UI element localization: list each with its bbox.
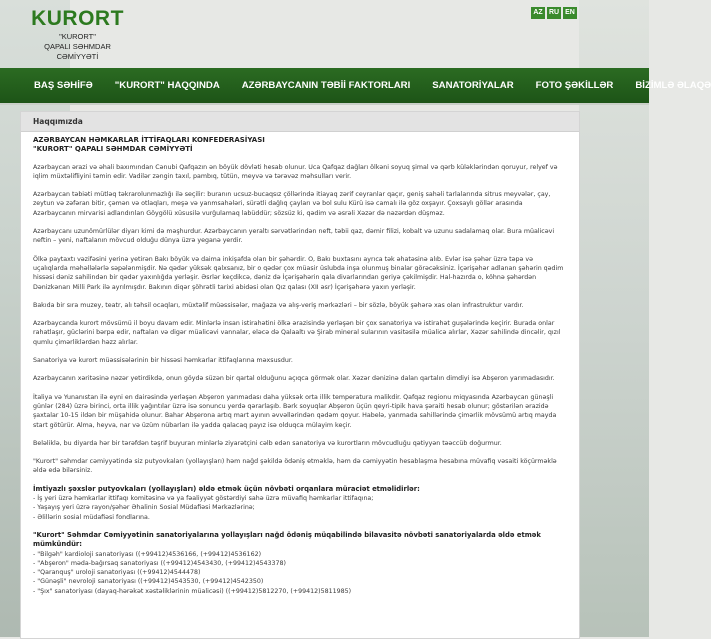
header [0, 0, 649, 68]
nav-item-natural-factors[interactable]: AZƏRBAYCANIN TƏBİİ FAKTORLARI [241, 80, 411, 91]
list-item: - Əlillərin sosial müdafiəsi fondlarına. [33, 513, 150, 521]
list-item: - "Bilgəh" kardioloji sanatoriyası ((+99412)4536166, (+99412)4536162) [33, 550, 262, 558]
org-heading-line1: AZƏRBAYCAN HƏMKARLAR İTTİFAQLARI KONFEDERASİYASI [33, 136, 265, 144]
lang-en-button[interactable]: EN [563, 7, 577, 19]
list-item: - "Qaranquş" uroloji sanatoriyası ((+99412)4544478) [33, 569, 201, 577]
content-body [21, 132, 579, 596]
nav-item-sanatoria[interactable]: SANATORİYALAR [432, 80, 514, 91]
paragraph: Azərbaycanın xəritəsinə nəzər yetirdikdə, onun göydə süzən bir qartal olduğunu açıqca görmək olar. Xəzər dənizinə dalan qartalın dimdiyi isə Abşeron yarımadasıdır. [33, 375, 555, 383]
nav-item-photos[interactable]: FOTO ŞƏKİLLƏR [535, 80, 614, 91]
list-item: - "Günəşli" nevroloji sanatoriyası ((+99412)4543530, (+99412)4542350) [33, 578, 264, 586]
lang-az-button[interactable]: AZ [531, 7, 545, 19]
lang-ru-button[interactable]: RU [547, 7, 561, 19]
list-item: - "Şıx" sanatoriyası (dayaq-hərəkət xəstəliklərinin müalicəsi) ((+99412)5812270, (+99412)5811985) [33, 587, 352, 595]
nav-item-about[interactable]: "KURORT" HAQQINDA [114, 80, 220, 91]
paragraph: Bakıda bir sıra muzey, teatr, alı təhsil ocaqları, müxtəlif müəssisələr, mağaza və alış-veriş mərkəzləri – bir sözlə, böyük şəhərə xas olan infrastruktur vardır. [33, 301, 524, 309]
org-heading-line2: "KURORT" QAPALI SƏHMDAR CƏMİYYƏTİ [33, 145, 193, 154]
paragraph: Beləliklə, bu diyarda hər bir tərəfdən təşrif buyuran minlərlə ziyarətçini cəlb edən sanatoriya və kurortların mövcudluğu qətiyyən təəccüb doğurmur. [33, 439, 502, 447]
paragraph: Azərbaycanı uzunömürlülər diyarı kimi də məşhurdur. Azərbaycanın yeraltı sərvətlərindən neft, təbii qaz, dəmir filizi, kobalt və uzunu sadalamaq olar. Bura müalicəvi neftin – yeni, naftalanın mövcud olduğu dünya üzrə yeganə yerdir. [33, 228, 555, 245]
list-item: - "Abşeron" məda-bağırsaq sanatoriyası ((+99412)4543430, (+99412)4543378) [33, 559, 286, 567]
list-item: - Yaşayış yeri üzrə rayon/şəhər Əhalinin Sosial Müdafiəsi Mərkəzlərinə; [33, 504, 255, 512]
nav-item-home[interactable]: BAŞ SƏHİFƏ [34, 80, 93, 91]
paragraph: İtaliya və Yunanıstan ilə eyni en dairəsində yerləşən Abşeron yarımadası daha yüksək orta illik temperatura malikdir. Qafqaz regionu miqyasında Azərbaycan günəşli günlər (284) üzrə birinci, orta illik yağıntılar üzrə isə sonuncu yerdə qərarlaşıb. Bərk soyuqlar Abşeron üçün qeyri-tipik hava şəraiti hesab olunur; göstərilən ərazidə şaxtalar 10-15 ildən bir müşahidə olunur. Bahar Abşerona artıq mart ayının əvvəllərindən qədəm qoyur. Habelə, yanmada sahillərində çimərlik mövsümü artıq mayda start götürür. Alma, heyva, nar və üzüm nübarları ilə yadda qalacaq payız isə olduqca mülayim keçir. [33, 393, 557, 429]
paragraph: Azərbaycan ərazi və əhali baxımından Cənubi Qafqazın ən böyük dövləti hesab olunur. Uca Qafqaz dağları ölkəni soyuq şimal və qərb küləklərindən qoruyur, relyef və iqlim müxtəlifliyini təmin edir. Vadilər zəngin taxıl, pambıq, tütün, meyvə və tərəvəz məhsulları verir. [33, 163, 558, 180]
main-nav [0, 68, 711, 105]
section-title: Haqqımızda [21, 112, 579, 132]
benefits-title: İmtiyazlı şəxslər putyovkaları (yollayışları) əldə etmək üçün növbəti orqanlara müraciət etməlidirlər: [33, 484, 420, 493]
sanatoria-title: "Kurort" Səhmdar Cəmiyyətinin sanatoriyalarına yollayışları nağd ödəniş müqabilində bilavasitə növbəti sanatoriyalarda əldə etmək mümkündür: [33, 530, 541, 549]
content-panel [20, 111, 580, 639]
paragraph: "Kurort" səhmdar cəmiyyətində siz putyovkaları (yollayışları) həm nağd şəkildə ödəniş etməklə, həm də cəmiyyətin hesablaşma hesabına müvafiq vəsaiti köçürməklə əldə edə bilərsiniz. [33, 458, 557, 475]
paragraph: Azərbaycan təbiəti mütləq təkrarolunmazlığı ilə seçilir: buranın ucsuz-bucaqsız çöllərində itiayaq zərif ceyranlar qaçır, geniş sahəli tarlalarında sitrus meyvələr, çay, zeytun və zəfəran bitir, çəmən və otlaqları, meşə və yanmsahələri, sürətli dağlıq çayları və bol sulu Kürü isə camalı ilə göz oxşayır. Çoxsaylı göllər arasında Azərbaycanın mirvarisi adlandırılan Göygölü xüsusilə vurğulamaq labüddür; sözsüz ki, qədim və əsrəli Xəzər də nəzərdən düşməz. [33, 191, 551, 217]
logo-title: KURORT [31, 7, 124, 30]
org-heading [33, 136, 567, 155]
language-switcher [531, 7, 577, 19]
logo-subtitle-line1: "KURORT" [59, 32, 96, 41]
logo-subtitle-line2: QAPALI SƏHMDAR CƏMİYYƏTİ [44, 42, 111, 61]
paragraph: Ölkə paytaxtı vəzifəsini yerinə yetirən Bakı böyük və daima inkişafda olan bir şəhərdir. O, Bakı buxtasını ayrıca tək əhatəsinə alıb. Evlər isə şəhər üzrə təpə və uçalıqlarda məhəllələrlə səpələnmişdir. Nə qədər yüksək qalxsanız, bir o qədər çox müasir üslubda inşa olunmuş binalar görəcəksiniz. İçərişəhər adlanan şəhərin qədim hissəsi dəniz sahilindən bir qədər yaxınlığda yerləşir. Əsrlər keçdikcə, dəniz də İçərişəhərin qala divarlarından geriyə çəkilmişdir. Hal-hazırda o, köhnə şəhərdən Dənizkənarı Milli Park ilə ayrılmışdır. Bakının diqər şöhrətli tarixi abidəsi olan Qız qalası (XII əsr) İçərişəhərə yaxın yerləşir. [33, 255, 564, 291]
paragraph: Sanatoriya və kurort müəssisələrinin bir hissəsi həmkarlar ittifaqlarına məxsusdur. [33, 357, 293, 365]
nav-item-contact[interactable]: BİZİMLƏ ƏLAQƏ [635, 80, 711, 91]
logo[interactable] [30, 8, 125, 62]
paragraph: Azərbaycanda kurort mövsümü il boyu davam edir. Minlərlə insan istirahətini ölkə ərazisində yerləşən bir çox sanatoriya və istirahət guşələrində keçirir. Burada onlar rahatlaşır, güclərini bərpa edir, naftalan və digər müalicəvi vannalar, eləcə də Qalaaltı və Şirab mineral sularının vasitəsilə müalicə alırlar, Xəzər sahilində dincəlir, qızıl qumlu çimərliklərdən həzz alırlar. [33, 320, 561, 346]
list-item: - İş yeri üzrə həmkarlar ittifaqı komitəsinə və ya fəaliyyət göstərdiyi sahə üzrə müvafiq həmkarlar ittifaqına; [33, 495, 374, 503]
